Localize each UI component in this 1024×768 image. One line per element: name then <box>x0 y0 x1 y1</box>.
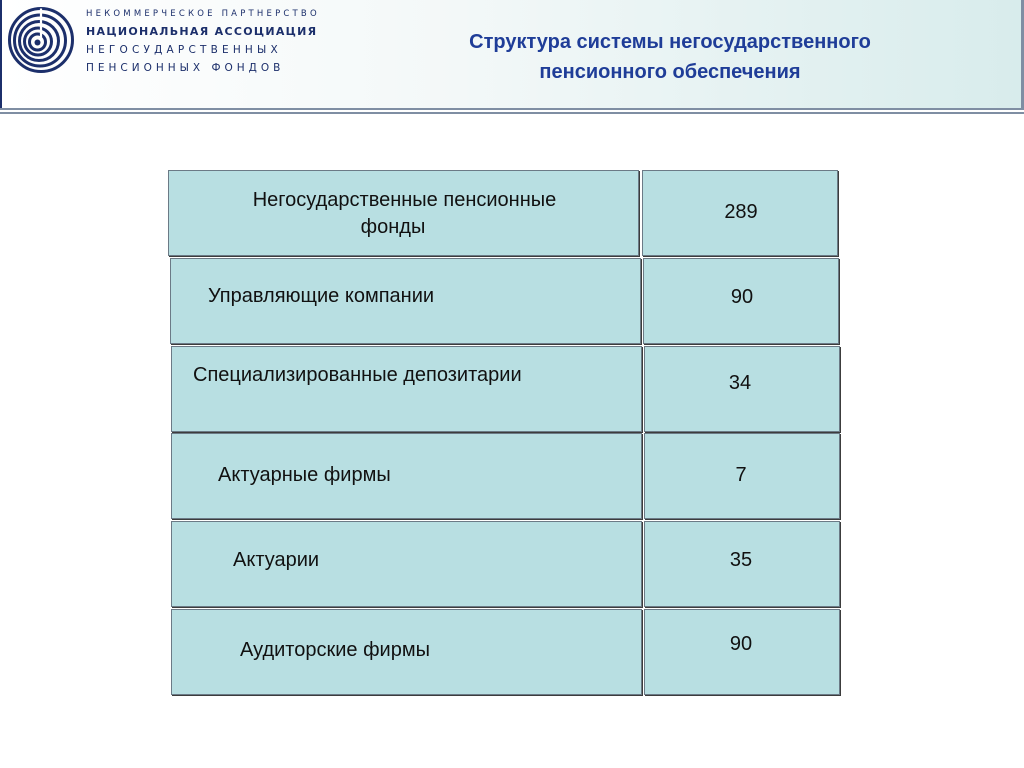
value-management-companies: 90 <box>730 286 754 308</box>
label-actuarial-firms: Актуарные фирмы <box>218 464 391 486</box>
value-box-actuaries <box>644 521 840 607</box>
label-pension-funds-line-2: фонды <box>360 216 426 238</box>
label-actuaries: Актуарии <box>233 549 320 571</box>
org-line-4: ПЕНСИОННЫХ ФОНДОВ <box>86 62 285 74</box>
label-audit-firms: Аудиторские фирмы <box>240 639 430 661</box>
label-management-companies: Управляющие компании <box>208 285 435 307</box>
header-divider <box>0 112 1024 114</box>
value-audit-firms: 90 <box>729 633 753 655</box>
slide-title-line-1: Структура системы негосударственного <box>469 31 871 53</box>
value-actuarial-firms: 7 <box>735 464 747 486</box>
spiral-logo-icon <box>8 7 74 73</box>
label-box-audit-firms <box>171 609 642 695</box>
value-box-audit-firms <box>644 609 840 695</box>
org-line-2: НАЦИОНАЛЬНАЯ АССОЦИАЦИЯ <box>86 25 318 38</box>
label-box-actuaries <box>171 521 642 607</box>
value-specialized-depositories: 34 <box>728 372 752 394</box>
slide-title-line-2: пенсионного обеспечения <box>539 61 801 83</box>
label-specialized-depositories: Специализированные депозитарии <box>193 364 522 386</box>
organization-name <box>86 9 320 77</box>
value-actuaries: 35 <box>729 549 753 571</box>
slide-header <box>0 0 1024 110</box>
label-box-specialized-depositories <box>171 346 642 432</box>
label-box-pension-funds <box>168 170 639 256</box>
org-line-3: НЕГОСУДАРСТВЕННЫХ <box>86 44 282 56</box>
value-box-actuarial-firms <box>644 433 840 519</box>
value-box-pension-funds <box>642 170 838 256</box>
label-box-actuarial-firms <box>171 433 642 519</box>
org-line-1: НЕКОММЕРЧЕСКОЕ ПАРТНЕРСТВО <box>86 9 320 19</box>
label-pension-funds-line-1: Негосударственные пенсионные <box>252 189 557 211</box>
label-box-management-companies <box>170 258 641 344</box>
slide-title <box>370 27 970 87</box>
value-box-management-companies <box>643 258 839 344</box>
value-box-specialized-depositories <box>644 346 840 432</box>
value-pension-funds: 289 <box>724 201 758 223</box>
